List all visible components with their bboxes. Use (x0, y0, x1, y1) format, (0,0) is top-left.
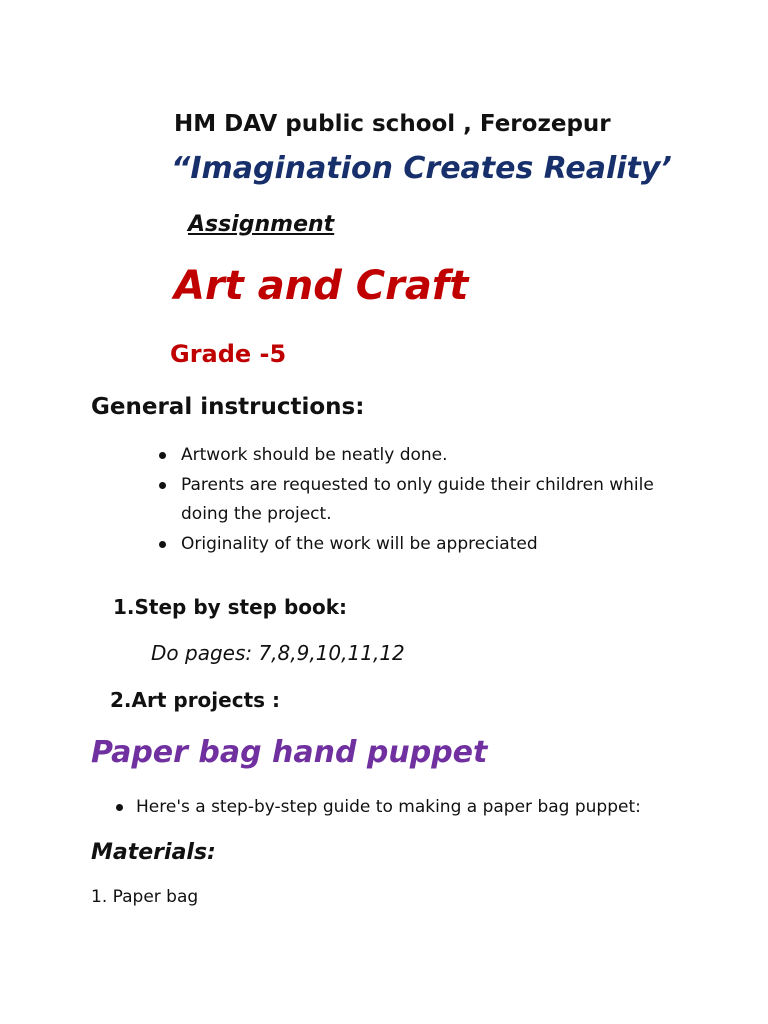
bullet-icon (116, 804, 123, 811)
instruction-text: Artwork should be neatly done. (181, 445, 448, 465)
bullet-icon (159, 452, 166, 459)
section-detail-pages: Do pages: 7,8,9,10,11,12 (151, 641, 405, 665)
instructions-list (181, 441, 701, 560)
instruction-text: Originality of the work will be appreciated (181, 534, 538, 554)
materials-item: 1. Paper bag (91, 887, 199, 907)
instruction-item (181, 441, 701, 470)
instruction-item (181, 471, 701, 529)
instruction-text: Parents are requested to only guide their children while doing the project. (181, 475, 654, 524)
materials-heading: Materials: (91, 840, 216, 865)
school-motto: “Imagination Creates Reality’ (171, 151, 672, 186)
bullet-icon (159, 482, 166, 489)
guide-item (136, 793, 736, 822)
school-name: HM DAV public school , Ferozepur (174, 111, 611, 137)
guide-list (136, 793, 736, 822)
section-heading-step-book: 1.Step by step book: (113, 595, 348, 619)
bullet-icon (159, 541, 166, 548)
assignment-label: Assignment (188, 212, 335, 237)
grade-label: Grade -5 (170, 340, 287, 368)
section-heading-art-projects: 2.Art projects : (110, 688, 280, 712)
subject-title: Art and Craft (174, 263, 469, 309)
instruction-item (181, 530, 701, 559)
guide-text: Here's a step-by-step guide to making a paper bag puppet: (136, 797, 641, 817)
project-title: Paper bag hand puppet (91, 735, 488, 770)
instructions-heading: General instructions: (91, 394, 365, 420)
